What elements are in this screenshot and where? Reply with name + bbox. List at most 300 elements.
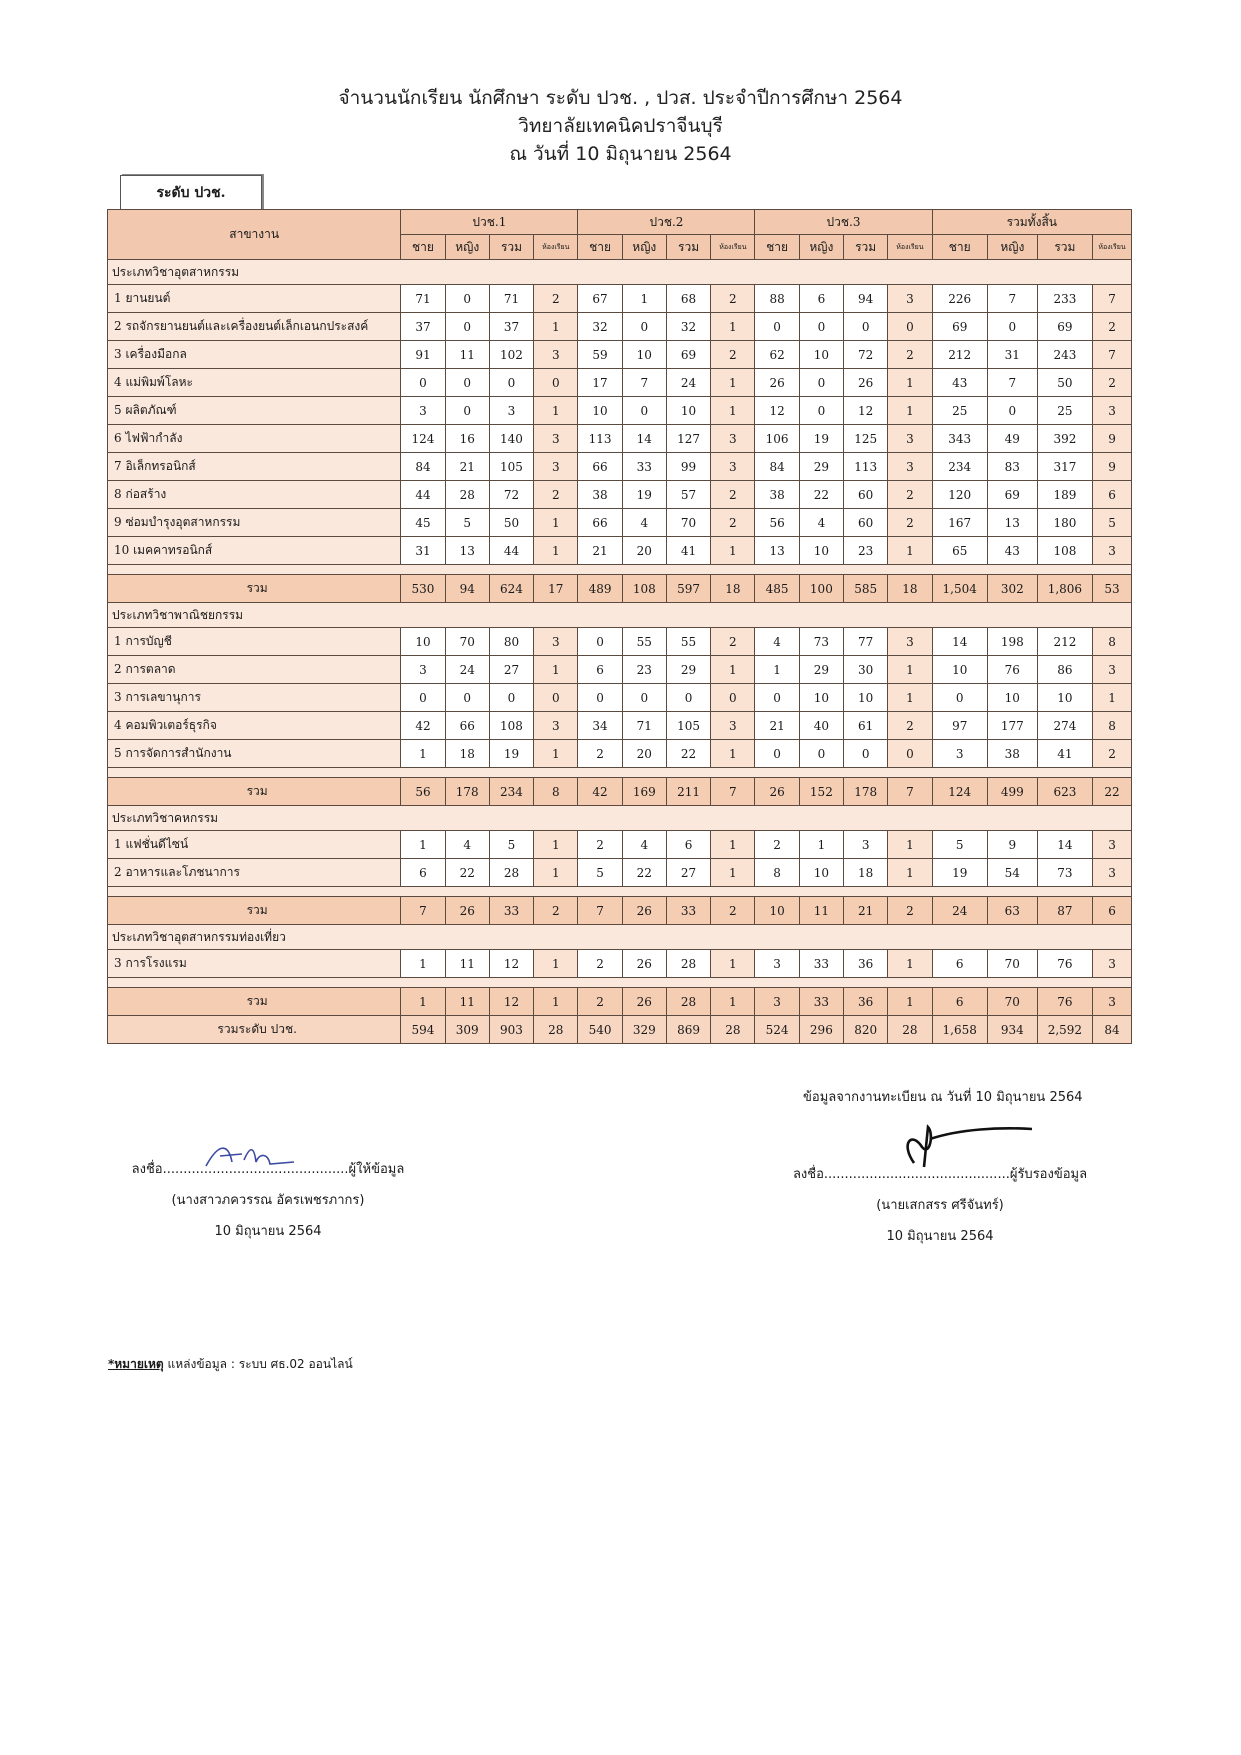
row-label: 2 อาหารและโภชนาการ	[108, 859, 401, 887]
table-cell: 2	[711, 509, 755, 537]
table-cell: 2	[711, 481, 755, 509]
table-cell: 10	[987, 684, 1037, 712]
table-cell: 6	[401, 859, 445, 887]
table-cell: 2	[534, 481, 578, 509]
table-cell: 3	[534, 341, 578, 369]
subtotal-row	[108, 778, 1132, 806]
table-cell: 94	[445, 575, 489, 603]
header-subcol: ชาย	[578, 235, 622, 260]
table-cell: 33	[799, 950, 843, 978]
table-cell: 84	[755, 453, 799, 481]
table-cell: 2	[755, 831, 799, 859]
table-cell: 8	[1093, 628, 1132, 656]
table-cell: 0	[711, 684, 755, 712]
table-cell: 3	[1093, 831, 1132, 859]
table-cell: 19	[622, 481, 666, 509]
table-cell: 24	[445, 656, 489, 684]
table-cell: 66	[578, 453, 622, 481]
table-cell: 1,806	[1037, 575, 1092, 603]
table-cell: 3	[401, 656, 445, 684]
category-row	[108, 806, 1132, 831]
table-row	[108, 740, 1132, 768]
table-cell: 1,658	[932, 1016, 987, 1044]
table-cell: 41	[1037, 740, 1092, 768]
table-cell: 44	[489, 537, 533, 565]
header-subcol: รวม	[666, 235, 710, 260]
table-cell: 42	[578, 778, 622, 806]
table-cell: 5	[578, 859, 622, 887]
table-row	[108, 313, 1132, 341]
table-cell: 0	[799, 369, 843, 397]
table-cell: 2	[888, 481, 932, 509]
table-cell: 10	[401, 628, 445, 656]
row-label: 2 การตลาด	[108, 656, 401, 684]
table-cell: 12	[489, 950, 533, 978]
table-cell: 1	[888, 656, 932, 684]
header-major: สาขางาน	[108, 210, 401, 260]
table-cell: 1	[711, 397, 755, 425]
table-cell: 3	[534, 453, 578, 481]
row-label: 2 รถจักรยานยนต์และเครื่องยนต์เล็กเอนกประสงค์	[108, 313, 401, 341]
table-cell: 0	[799, 313, 843, 341]
table-cell: 108	[622, 575, 666, 603]
source-note: ข้อมูลจากงานทะเบียน ณ วันที่ 10 มิถุนายน 2564	[803, 1090, 1083, 1105]
table-cell: 10	[622, 341, 666, 369]
table-cell: 0	[888, 313, 932, 341]
table-cell: 76	[1037, 988, 1092, 1016]
table-cell: 5	[489, 831, 533, 859]
sign-line-left: ลงชื่อ.............................................ผู้ให้ข้อมูล	[131, 1162, 405, 1177]
sign-date-right: 10 มิถุนายน 2564	[886, 1229, 994, 1244]
row-label: 8 ก่อสร้าง	[108, 481, 401, 509]
table-cell: 234	[489, 778, 533, 806]
table-cell: 63	[987, 897, 1037, 925]
row-label: 10 เมคคาทรอนิกส์	[108, 537, 401, 565]
table-cell: 3	[888, 628, 932, 656]
row-label: รวม	[108, 778, 401, 806]
table-cell: 0	[534, 369, 578, 397]
table-row	[108, 656, 1132, 684]
table-cell: 0	[445, 369, 489, 397]
table-cell: 1	[755, 656, 799, 684]
table-cell: 34	[578, 712, 622, 740]
table-cell: 1	[888, 859, 932, 887]
table-row	[108, 859, 1132, 887]
table-cell: 0	[489, 369, 533, 397]
table-cell: 1	[888, 684, 932, 712]
row-label: 5 ผลิตภัณฑ์	[108, 397, 401, 425]
table-cell: 20	[622, 537, 666, 565]
table-cell: 8	[534, 778, 578, 806]
table-cell: 3	[844, 831, 888, 859]
table-row	[108, 397, 1132, 425]
table-cell: 0	[401, 369, 445, 397]
table-cell: 1	[534, 831, 578, 859]
table-cell: 60	[844, 509, 888, 537]
table-cell: 2	[711, 341, 755, 369]
table-cell: 33	[666, 897, 710, 925]
footnote	[108, 1355, 353, 1374]
category-row	[108, 925, 1132, 950]
category-row	[108, 260, 1132, 285]
table-cell: 243	[1037, 341, 1092, 369]
category-title: ประเภทวิชาคหกรรม	[108, 806, 1132, 831]
table-cell: 28	[711, 1016, 755, 1044]
header-subcol: ห้องเรียน	[888, 235, 932, 260]
table-cell: 2,592	[1037, 1016, 1092, 1044]
table-cell: 178	[844, 778, 888, 806]
table-cell: 19	[799, 425, 843, 453]
sign-date-left: 10 มิถุนายน 2564	[214, 1224, 322, 1239]
table-cell: 73	[1037, 859, 1092, 887]
table-cell: 3	[1093, 859, 1132, 887]
table-cell: 14	[622, 425, 666, 453]
table-cell: 0	[844, 740, 888, 768]
table-cell: 820	[844, 1016, 888, 1044]
table-cell: 127	[666, 425, 710, 453]
table-cell: 56	[401, 778, 445, 806]
table-cell: 1	[534, 740, 578, 768]
table-cell: 392	[1037, 425, 1092, 453]
table-cell: 33	[799, 988, 843, 1016]
header-subcol: รวม	[844, 235, 888, 260]
title-line-3: ณ วันที่ 10 มิถุนายน 2564	[509, 143, 732, 165]
table-cell: 8	[755, 859, 799, 887]
table-cell: 28	[666, 988, 710, 1016]
table-cell: 3	[489, 397, 533, 425]
table-row	[108, 831, 1132, 859]
header-subcol: หญิง	[445, 235, 489, 260]
table-cell: 31	[987, 341, 1037, 369]
table-cell: 87	[1037, 897, 1092, 925]
table-cell: 3	[1093, 537, 1132, 565]
table-cell: 585	[844, 575, 888, 603]
table-cell: 77	[844, 628, 888, 656]
table-cell: 1	[711, 950, 755, 978]
table-cell: 23	[622, 656, 666, 684]
table-cell: 2	[1093, 369, 1132, 397]
table-cell: 5	[1093, 509, 1132, 537]
table-cell: 1	[711, 831, 755, 859]
table-cell: 100	[799, 575, 843, 603]
table-cell: 0	[755, 740, 799, 768]
table-cell: 1	[711, 537, 755, 565]
table-cell: 329	[622, 1016, 666, 1044]
table-cell: 56	[755, 509, 799, 537]
table-cell: 84	[1093, 1016, 1132, 1044]
table-cell: 167	[932, 509, 987, 537]
table-cell: 212	[1037, 628, 1092, 656]
table-cell: 7	[888, 778, 932, 806]
table-cell: 60	[844, 481, 888, 509]
table-cell: 80	[489, 628, 533, 656]
table-cell: 97	[932, 712, 987, 740]
table-cell: 26	[445, 897, 489, 925]
table-row	[108, 369, 1132, 397]
signer-name-right: (นายเสกสรร ศรีจันทร์)	[876, 1198, 1004, 1213]
table-cell: 3	[755, 950, 799, 978]
row-label: 1 การบัญชี	[108, 628, 401, 656]
table-cell: 934	[987, 1016, 1037, 1044]
table-cell: 3	[711, 453, 755, 481]
table-cell: 76	[987, 656, 1037, 684]
table-cell: 14	[1037, 831, 1092, 859]
table-cell: 2	[711, 628, 755, 656]
table-cell: 125	[844, 425, 888, 453]
table-cell: 180	[1037, 509, 1092, 537]
table-cell: 623	[1037, 778, 1092, 806]
table-row	[108, 509, 1132, 537]
table-row	[108, 712, 1132, 740]
table-cell: 0	[844, 313, 888, 341]
signature-mark-right	[900, 1123, 1040, 1173]
table-cell: 72	[844, 341, 888, 369]
spacer-row	[108, 768, 1132, 778]
table-cell: 59	[578, 341, 622, 369]
table-cell: 21	[844, 897, 888, 925]
table-cell: 1	[401, 740, 445, 768]
table-cell: 33	[622, 453, 666, 481]
header-subcol: หญิง	[799, 235, 843, 260]
table-cell: 485	[755, 575, 799, 603]
table-cell: 7	[987, 369, 1037, 397]
table-cell: 16	[445, 425, 489, 453]
table-cell: 6	[932, 950, 987, 978]
table-cell: 6	[578, 656, 622, 684]
table-cell: 24	[666, 369, 710, 397]
table-cell: 91	[401, 341, 445, 369]
header-subcol: ห้องเรียน	[711, 235, 755, 260]
header-subcol: รวม	[1037, 235, 1092, 260]
table-cell: 105	[666, 712, 710, 740]
table-cell: 0	[622, 313, 666, 341]
table-cell: 120	[932, 481, 987, 509]
footnote-label: *หมายเหตุ	[108, 1357, 164, 1371]
table-cell: 76	[1037, 950, 1092, 978]
category-title: ประเภทวิชาพาณิชยกรรม	[108, 603, 1132, 628]
table-cell: 29	[666, 656, 710, 684]
table-cell: 152	[799, 778, 843, 806]
table-cell: 10	[578, 397, 622, 425]
table-cell: 61	[844, 712, 888, 740]
table-cell: 20	[622, 740, 666, 768]
table-cell: 11	[799, 897, 843, 925]
table-cell: 83	[987, 453, 1037, 481]
table-row	[108, 425, 1132, 453]
table-cell: 12	[844, 397, 888, 425]
row-label: 3 เครื่องมือกล	[108, 341, 401, 369]
table-cell: 0	[799, 397, 843, 425]
table-cell: 594	[401, 1016, 445, 1044]
table-cell: 26	[622, 950, 666, 978]
table-cell: 0	[534, 684, 578, 712]
table-cell: 43	[932, 369, 987, 397]
row-label: 9 ซ่อมบำรุงอุตสาหกรรม	[108, 509, 401, 537]
table-cell: 55	[666, 628, 710, 656]
table-cell: 10	[799, 684, 843, 712]
table-cell: 3	[1093, 397, 1132, 425]
table-cell: 124	[401, 425, 445, 453]
table-cell: 177	[987, 712, 1037, 740]
table-cell: 50	[1037, 369, 1092, 397]
table-cell: 343	[932, 425, 987, 453]
table-cell: 3	[1093, 656, 1132, 684]
table-cell: 69	[932, 313, 987, 341]
category-row	[108, 603, 1132, 628]
table-cell: 65	[932, 537, 987, 565]
table-cell: 13	[445, 537, 489, 565]
table-cell: 67	[578, 285, 622, 313]
table-cell: 94	[844, 285, 888, 313]
table-cell: 2	[711, 897, 755, 925]
table-cell: 3	[534, 425, 578, 453]
header-row-groups	[108, 210, 1132, 235]
table-cell: 624	[489, 575, 533, 603]
table-cell: 9	[1093, 453, 1132, 481]
table-cell: 0	[401, 684, 445, 712]
table-cell: 68	[666, 285, 710, 313]
table-cell: 1	[888, 950, 932, 978]
table-cell: 198	[987, 628, 1037, 656]
table-cell: 2	[1093, 740, 1132, 768]
table-cell: 57	[666, 481, 710, 509]
table-cell: 0	[578, 628, 622, 656]
table-cell: 99	[666, 453, 710, 481]
table-cell: 8	[1093, 712, 1132, 740]
table-cell: 7	[1093, 341, 1132, 369]
table-cell: 25	[1037, 397, 1092, 425]
table-cell: 3	[1093, 988, 1132, 1016]
table-cell: 24	[932, 897, 987, 925]
table-cell: 84	[401, 453, 445, 481]
footnote-text: แหล่งข้อมูล : ระบบ ศธ.02 ออนไลน์	[163, 1357, 353, 1371]
table-cell: 38	[755, 481, 799, 509]
table-cell: 4	[622, 831, 666, 859]
table-cell: 62	[755, 341, 799, 369]
table-cell: 1	[534, 950, 578, 978]
table-cell: 2	[534, 897, 578, 925]
table-cell: 108	[489, 712, 533, 740]
table-cell: 0	[987, 313, 1037, 341]
row-label: 6 ไฟฟ้ากำลัง	[108, 425, 401, 453]
table-cell: 489	[578, 575, 622, 603]
table-cell: 14	[932, 628, 987, 656]
table-cell: 124	[932, 778, 987, 806]
table-cell: 69	[1037, 313, 1092, 341]
table-cell: 55	[622, 628, 666, 656]
header-subcol: ชาย	[755, 235, 799, 260]
table-cell: 211	[666, 778, 710, 806]
table-cell: 88	[755, 285, 799, 313]
table-cell: 3	[401, 397, 445, 425]
row-label: รวม	[108, 897, 401, 925]
table-cell: 32	[666, 313, 710, 341]
table-cell: 1	[888, 831, 932, 859]
table-cell: 6	[932, 988, 987, 1016]
signature-left	[128, 1158, 408, 1241]
table-cell: 43	[987, 537, 1037, 565]
header-group: ปวช.2	[578, 210, 755, 235]
table-cell: 21	[755, 712, 799, 740]
table-cell: 7	[711, 778, 755, 806]
table-cell: 1	[711, 313, 755, 341]
title-line-1: จำนวนนักเรียน นักศึกษา ระดับ ปวช. , ปวส. ประจำปีการศึกษา 2564	[338, 87, 903, 109]
table-cell: 73	[799, 628, 843, 656]
table-cell: 18	[844, 859, 888, 887]
table-cell: 69	[987, 481, 1037, 509]
table-cell: 50	[489, 509, 533, 537]
table-cell: 2	[578, 988, 622, 1016]
table-cell: 11	[445, 988, 489, 1016]
table-cell: 70	[445, 628, 489, 656]
table-cell: 0	[622, 684, 666, 712]
table-cell: 0	[489, 684, 533, 712]
table-cell: 12	[489, 988, 533, 1016]
table-cell: 3	[888, 285, 932, 313]
row-label: 4 คอมพิวเตอร์ธุรกิจ	[108, 712, 401, 740]
table-cell: 524	[755, 1016, 799, 1044]
table-cell: 10	[799, 341, 843, 369]
table-cell: 0	[578, 684, 622, 712]
table-cell: 4	[445, 831, 489, 859]
table-cell: 2	[888, 341, 932, 369]
table-cell: 38	[578, 481, 622, 509]
table-cell: 1	[888, 537, 932, 565]
table-cell: 0	[799, 740, 843, 768]
table-cell: 22	[666, 740, 710, 768]
subtotal-row	[108, 988, 1132, 1016]
table-cell: 26	[755, 778, 799, 806]
table-cell: 26	[755, 369, 799, 397]
table-cell: 42	[401, 712, 445, 740]
table-cell: 31	[401, 537, 445, 565]
table-cell: 3	[888, 425, 932, 453]
header-group: รวมทั้งสิ้น	[932, 210, 1131, 235]
table-cell: 0	[932, 684, 987, 712]
table-cell: 18	[711, 575, 755, 603]
table-cell: 19	[932, 859, 987, 887]
table-cell: 23	[844, 537, 888, 565]
table-cell: 178	[445, 778, 489, 806]
table-cell: 0	[445, 285, 489, 313]
table-cell: 0	[445, 313, 489, 341]
table-cell: 70	[987, 988, 1037, 1016]
table-cell: 2	[534, 285, 578, 313]
table-cell: 530	[401, 575, 445, 603]
table-cell: 18	[888, 575, 932, 603]
table-row	[108, 341, 1132, 369]
table-cell: 1	[534, 988, 578, 1016]
table-cell: 3	[534, 628, 578, 656]
table-row	[108, 537, 1132, 565]
table-cell: 4	[622, 509, 666, 537]
header-subcol: ห้องเรียน	[534, 235, 578, 260]
table-cell: 13	[755, 537, 799, 565]
table-cell: 26	[622, 988, 666, 1016]
header-subcol: หญิง	[622, 235, 666, 260]
row-label: 1 แฟชั่นดีไซน์	[108, 831, 401, 859]
table-cell: 41	[666, 537, 710, 565]
table-cell: 1	[534, 859, 578, 887]
table-cell: 45	[401, 509, 445, 537]
table-cell: 17	[534, 575, 578, 603]
table-cell: 3	[1093, 950, 1132, 978]
header-subcol: ชาย	[401, 235, 445, 260]
table-cell: 10	[932, 656, 987, 684]
row-label: 1 ยานยนต์	[108, 285, 401, 313]
table-cell: 6	[666, 831, 710, 859]
table-cell: 1	[534, 397, 578, 425]
